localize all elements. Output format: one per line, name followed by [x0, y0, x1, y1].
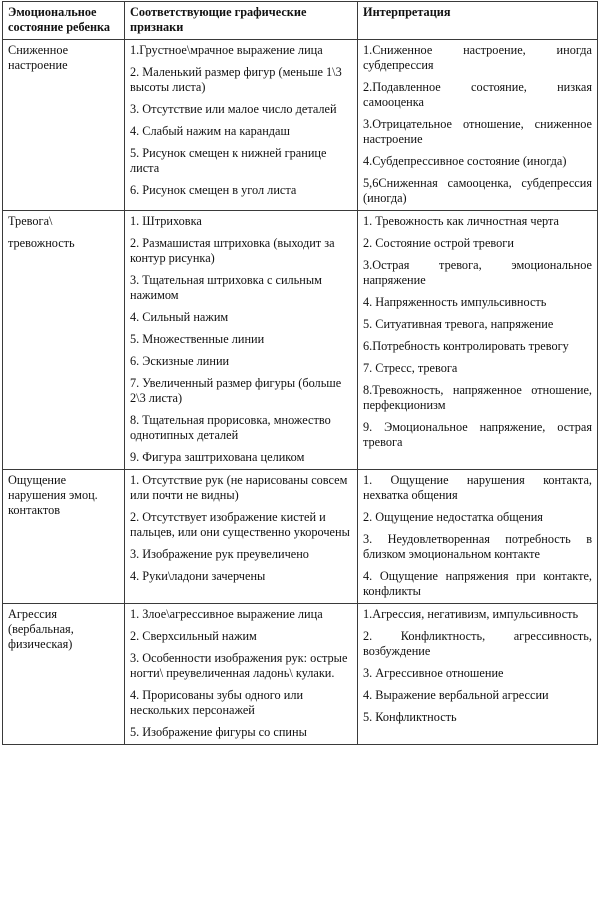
- sign-item: 2. Отсутствует изображение кистей и пальцев, или они существенно укорочены: [130, 510, 350, 539]
- interpretation-item: 3. Агрессивное отношение: [363, 666, 504, 680]
- header-interpretation: Интерпретация: [358, 2, 598, 40]
- sign-item: 5. Изображение фигуры со спины: [130, 725, 307, 739]
- sign-item: 3. Изображение рук преувеличено: [130, 547, 309, 561]
- sign-item: 1. Злое\агрессивное выражение лица: [130, 607, 323, 621]
- cell-interpretation: [358, 211, 598, 470]
- interpretation-item: 4. Ощущение напряжения при контакте, конфликты: [363, 569, 592, 598]
- sign-item: 5. Множественные линии: [130, 332, 265, 346]
- interpretation-item: 1. Ощущение нарушения контакта, нехватка общения: [363, 473, 592, 502]
- interpretation-item: 2. Ощущение недостатка общения: [363, 510, 543, 524]
- sign-item: 4. Прорисованы зубы одного или нескольких персонажей: [130, 688, 304, 717]
- state-label: Агрессия (вербальная, физическая): [8, 607, 74, 651]
- cell-graphic-signs: [125, 470, 358, 604]
- cell-emotional-state: [3, 470, 125, 604]
- interpretation-item: 4. Напряженность импульсивность: [363, 295, 547, 309]
- interpretation-item: 7. Стресс, тревога: [363, 361, 458, 375]
- state-label: Тревога\: [8, 214, 53, 228]
- header-emotional-state: Эмоциональное состояние ребенка: [3, 2, 125, 40]
- cell-interpretation: [358, 470, 598, 604]
- sign-item: 6. Эскизные линии: [130, 354, 230, 368]
- interpretation-item: 1. Тревожность как личностная черта: [363, 214, 559, 228]
- sign-item: 8. Тщательная прорисовка, множество однотипных деталей: [130, 413, 331, 442]
- sign-item: 4. Слабый нажим на карандаш: [130, 124, 290, 138]
- interpretation-item: 5. Ситуативная тревога, напряжение: [363, 317, 554, 331]
- interpretation-item: 3.Острая тревога, эмоциональное напряжение: [363, 258, 592, 287]
- sign-item: 3. Отсутствие или малое число деталей: [130, 102, 337, 116]
- sign-item: 7. Увеличенный размер фигуры (больше 2\3 листа): [130, 376, 342, 405]
- interpretation-item: 3.Отрицательное отношение, сниженное настроение: [363, 117, 592, 146]
- cell-emotional-state: [3, 604, 125, 745]
- state-label: тревожность: [8, 236, 75, 250]
- sign-item: 1.Грустное\мрачное выражение лица: [130, 43, 323, 57]
- sign-item: 1. Штриховка: [130, 214, 202, 228]
- table-header-row: [3, 2, 598, 40]
- sign-item: 5. Рисунок смещен к нижней границе листа: [130, 146, 327, 175]
- cell-graphic-signs: [125, 40, 358, 211]
- interpretation-item: 2.Подавленное состояние, низкая самооценка: [363, 80, 592, 109]
- interpretation-item: 3. Неудовлетворенная потребность в близком эмоциональном контакте: [363, 532, 592, 561]
- table-row: [3, 40, 598, 211]
- cell-interpretation: [358, 40, 598, 211]
- interpretation-item: 9. Эмоциональное напряжение, острая тревога: [363, 420, 592, 449]
- sign-item: 2. Сверхсильный нажим: [130, 629, 257, 643]
- cell-graphic-signs: [125, 211, 358, 470]
- interpretation-item: 2. Конфликтность, агрессивность, возбуждение: [363, 629, 592, 658]
- cell-graphic-signs: [125, 604, 358, 745]
- sign-item: 6. Рисунок смещен в угол листа: [130, 183, 297, 197]
- interpretation-item: 5. Конфликтность: [363, 710, 457, 724]
- state-label: Ощущение нарушения эмоц. контактов: [8, 473, 98, 517]
- interpretation-item: 6.Потребность контролировать тревогу: [363, 339, 569, 353]
- table-body: [3, 40, 598, 745]
- interpretation-item: 5,6Сниженная самооценка, субдепрессия (иногда): [363, 176, 592, 205]
- cell-emotional-state: [3, 211, 125, 470]
- sign-item: 4. Сильный нажим: [130, 310, 229, 324]
- header-graphic-signs: Соответствующие графические признаки: [125, 2, 358, 40]
- interpretation-item: 4. Выражение вербальной агрессии: [363, 688, 549, 702]
- interpretation-item: 2. Состояние острой тревоги: [363, 236, 514, 250]
- interpretation-item: 1.Агрессия, негативизм, импульсивность: [363, 607, 579, 621]
- state-label: Сниженное настроение: [8, 43, 69, 72]
- table-row: [3, 211, 598, 470]
- sign-item: 3. Особенности изображения рук: острые ногти\ преувеличенная ладонь\ кулаки.: [130, 651, 348, 680]
- sign-item: 1. Отсутствие рук (не нарисованы совсем или почти не видны): [130, 473, 348, 502]
- emotional-state-table: [2, 1, 598, 745]
- table-row: [3, 470, 598, 604]
- sign-item: 2. Маленький размер фигур (меньше 1\3 высоты листа): [130, 65, 342, 94]
- sign-item: 4. Руки\ладони зачерчены: [130, 569, 266, 583]
- table-row: [3, 604, 598, 745]
- sign-item: 2. Размашистая штриховка (выходит за контур рисунка): [130, 236, 335, 265]
- sign-item: 3. Тщательная штриховка с сильным нажимом: [130, 273, 322, 302]
- cell-interpretation: [358, 604, 598, 745]
- cell-emotional-state: [3, 40, 125, 211]
- sign-item: 9. Фигура заштрихована целиком: [130, 450, 305, 464]
- interpretation-item: 1.Сниженное настроение, иногда субдепрессия: [363, 43, 592, 72]
- interpretation-item: 8.Тревожность, напряженное отношение, перфекционизм: [363, 383, 592, 412]
- interpretation-item: 4.Субдепрессивное состояние (иногда): [363, 154, 567, 168]
